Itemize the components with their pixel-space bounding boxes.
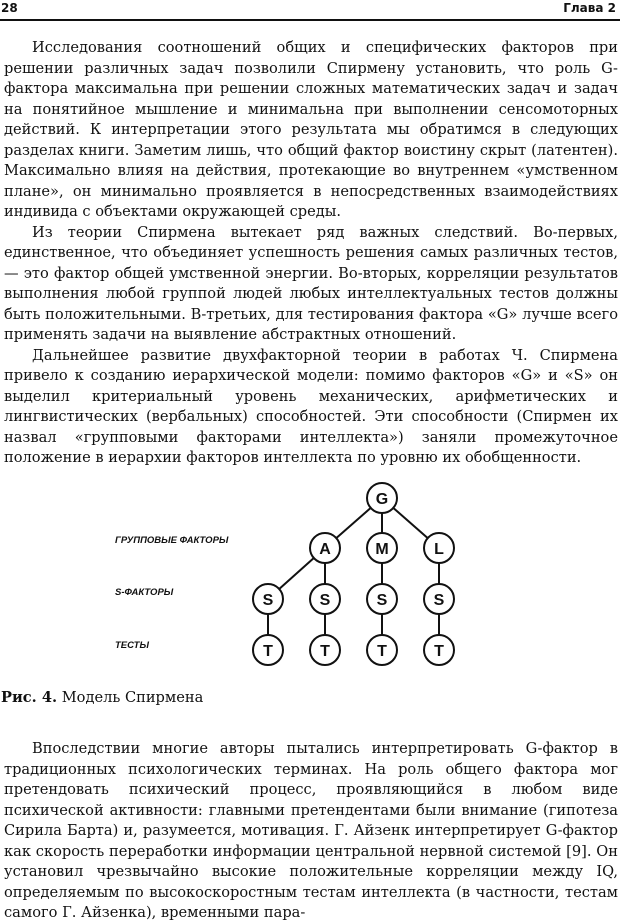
node-label-t3: T <box>377 643 387 660</box>
node-label-a: A <box>319 541 331 558</box>
paragraph: Дальнейшее развитие двухфакторной теории в работах Ч. Спирмена привело к созданию иерархической модели: помимо факторов «G» и «S» он выделил критериальный уровень механических, арифметических и лингвистических (вербальных) способностей. Эти способности (Спирмен их назвал «групповыми факторами интеллекта») заняли промежуточное положение в иерархии факторов интеллекта по уровню их обобщенности. <box>4 346 618 466</box>
spearman-hierarchy-diagram <box>0 478 620 678</box>
node-label-g: G <box>375 491 389 508</box>
chapter-title: Глава 2 <box>563 1 616 15</box>
level-label-s: S-ФАКТОРЫ <box>115 587 174 598</box>
node-label-s2: S <box>319 592 331 609</box>
node-label-s3: S <box>376 592 388 609</box>
level-label-tests: ТЕСТЫ <box>115 640 149 651</box>
node-label-l: L <box>434 541 444 558</box>
node-label-m: M <box>375 541 389 558</box>
level-label-group: ГРУППОВЫЕ ФАКТОРЫ <box>115 535 229 546</box>
body-text-top <box>4 38 618 469</box>
page-header <box>0 0 620 22</box>
paragraph: Из теории Спирмена вытекает ряд важных следствий. Во-первых, единственное, что объединяет успешность решения самых различных тестов, — это фактор общей умственной энергии. Во-вторых, корреляции результатов выполнения любой группой людей любых интеллектуальных тестов должны быть положительными. В-третьих, для тестирования фактора «G» лучше всего применять задачи на выявление абстрактных отношений. <box>4 223 618 343</box>
node-label-t1: T <box>263 643 273 660</box>
page-number: 28 <box>1 1 18 15</box>
figure-caption-label: Рис. 4. <box>1 689 58 706</box>
figure-caption <box>1 689 203 706</box>
node-label-s1: S <box>262 592 274 609</box>
node-label-t2: T <box>320 643 330 660</box>
header-rule <box>0 19 620 21</box>
node-label-s4: S <box>433 592 445 609</box>
figure-caption-text: Модель Спирмена <box>57 689 204 706</box>
diagram-edges <box>268 498 439 650</box>
node-label-t4: T <box>434 643 444 660</box>
paragraph: Впоследствии многие авторы пытались интерпретировать G-фактор в традиционных психологических терминах. На роль общего фактора мог претендовать психический процесс, проявляющийся в любом виде психической активности: главными претендентами были внимание (гипотеза Сирила Барта) и, разумеется, мотивация. Г. Айзенк интерпретирует G-фактор как скорость переработки информации центральной нервной системой [9]. Он установил чрезвычайно высокие положительные корреляции между IQ, определяемым по высокоскоростным тестам интеллекта (в частности, тестам самого Г. Айзенка), временными пара- <box>4 740 618 921</box>
paragraph: Исследования соотношений общих и специфических факторов при решении различных задач позволили Спирмену установить, что роль G-фактора максимальна при решении сложных математических задач и задач на понятийное мышление и минимальна при выполнении сенсомоторных действий. К интерпретации этого результата мы обратимся в следующих разделах книги. Заметим лишь, что общий фактор воистину скрыт (латентен). Максимально влияя на действия, протекающие во внутреннем «умственном плане», он минимально проявляется в непосредственных взаимодействиях индивида с объектами окружающей среды. <box>4 39 618 220</box>
